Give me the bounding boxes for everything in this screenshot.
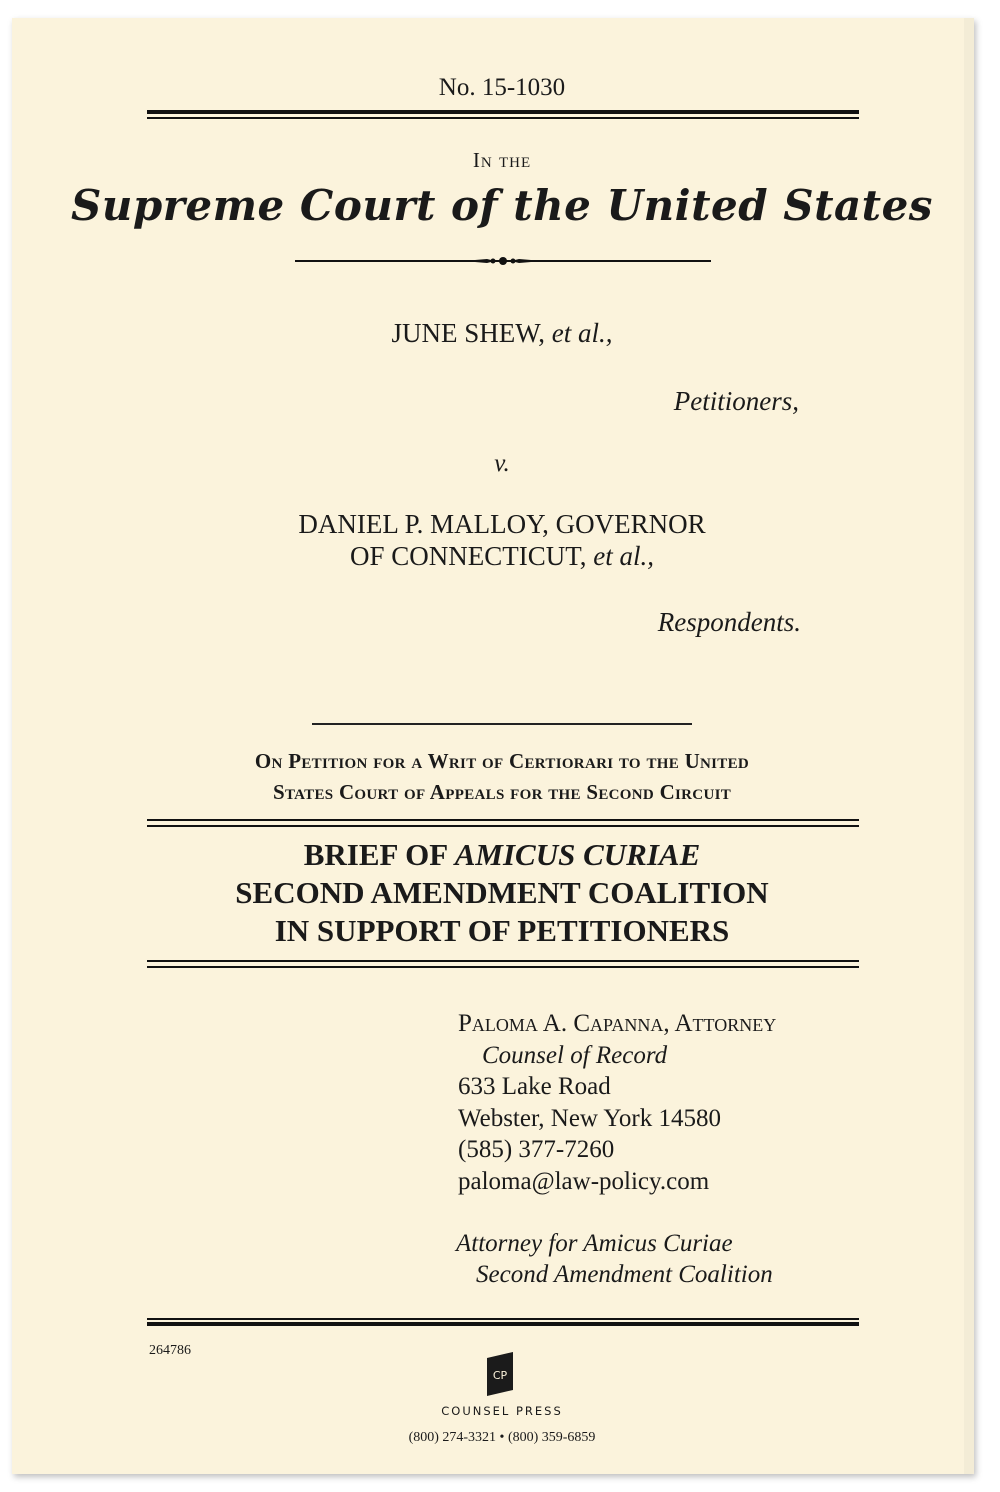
attorney-for-line-1: Attorney for Amicus Curiae bbox=[456, 1230, 733, 1257]
petitioner-name: JUNE SHEW, et al., bbox=[391, 318, 613, 348]
petition-heading bbox=[12, 746, 992, 808]
brief-cover-page bbox=[12, 18, 974, 1474]
petition-line-1: On Petition for a Writ of Certiorari to the United bbox=[254, 749, 750, 773]
logo-text: CP bbox=[492, 1369, 508, 1382]
mid-rule-lower bbox=[147, 825, 859, 827]
respondents-label: Respondents. bbox=[657, 607, 801, 637]
brief-title-line-1: BRIEF OF AMICUS CURIAE bbox=[303, 837, 701, 872]
job-number: 264786 bbox=[149, 1343, 191, 1358]
attorney-for-block bbox=[456, 1228, 773, 1290]
publisher-name: COUNSEL PRESS bbox=[441, 1404, 563, 1418]
attorney-for-line-2: Second Amendment Coalition bbox=[476, 1261, 773, 1288]
ornamental-divider bbox=[295, 254, 711, 268]
counsel-street: 633 Lake Road bbox=[458, 1073, 611, 1100]
court-name: Supreme Court of the United States bbox=[71, 181, 933, 230]
mid-rule-upper bbox=[147, 819, 859, 821]
petition-line-2: States Court of Appeals for the Second Circuit bbox=[272, 780, 732, 804]
counsel-city: Webster, New York 14580 bbox=[458, 1104, 721, 1132]
docket-number: No. 15-1030 bbox=[438, 74, 566, 101]
top-rule-thick bbox=[147, 110, 859, 114]
top-rule-thin bbox=[147, 117, 859, 119]
bottom-rule-thin bbox=[147, 1318, 859, 1320]
counsel-role: Counsel of Record bbox=[482, 1041, 668, 1069]
short-rule bbox=[312, 723, 692, 725]
brief-title bbox=[12, 836, 992, 950]
counsel-name: Paloma A. Capanna, Attorney bbox=[458, 1010, 777, 1037]
respondent-line-1: DANIEL P. MALLOY, GOVERNOR bbox=[298, 509, 706, 539]
brief-title-line-2: SECOND AMENDMENT COALITION bbox=[235, 875, 769, 910]
respondent-line-2: OF CONNECTICUT, et al., bbox=[349, 541, 654, 571]
counsel-block bbox=[458, 1008, 776, 1197]
counsel-email: paloma@law-policy.com bbox=[458, 1167, 710, 1195]
counsel-phone: (585) 377-7260 bbox=[458, 1136, 615, 1163]
brief-title-line-3: IN SUPPORT OF PETITIONERS bbox=[274, 913, 730, 948]
petitioners-label: Petitioners, bbox=[673, 386, 799, 416]
lower-rule-lower bbox=[147, 966, 859, 968]
versus-label: v. bbox=[494, 450, 510, 477]
bottom-rule-thick bbox=[147, 1322, 859, 1326]
in-the-heading: In the bbox=[472, 148, 532, 172]
lower-rule-upper bbox=[147, 960, 859, 962]
publisher-phones: (800) 274-3321 • (800) 359-6859 bbox=[408, 1430, 596, 1445]
counsel-press-logo-icon bbox=[483, 1352, 519, 1396]
respondent-name bbox=[12, 508, 992, 572]
